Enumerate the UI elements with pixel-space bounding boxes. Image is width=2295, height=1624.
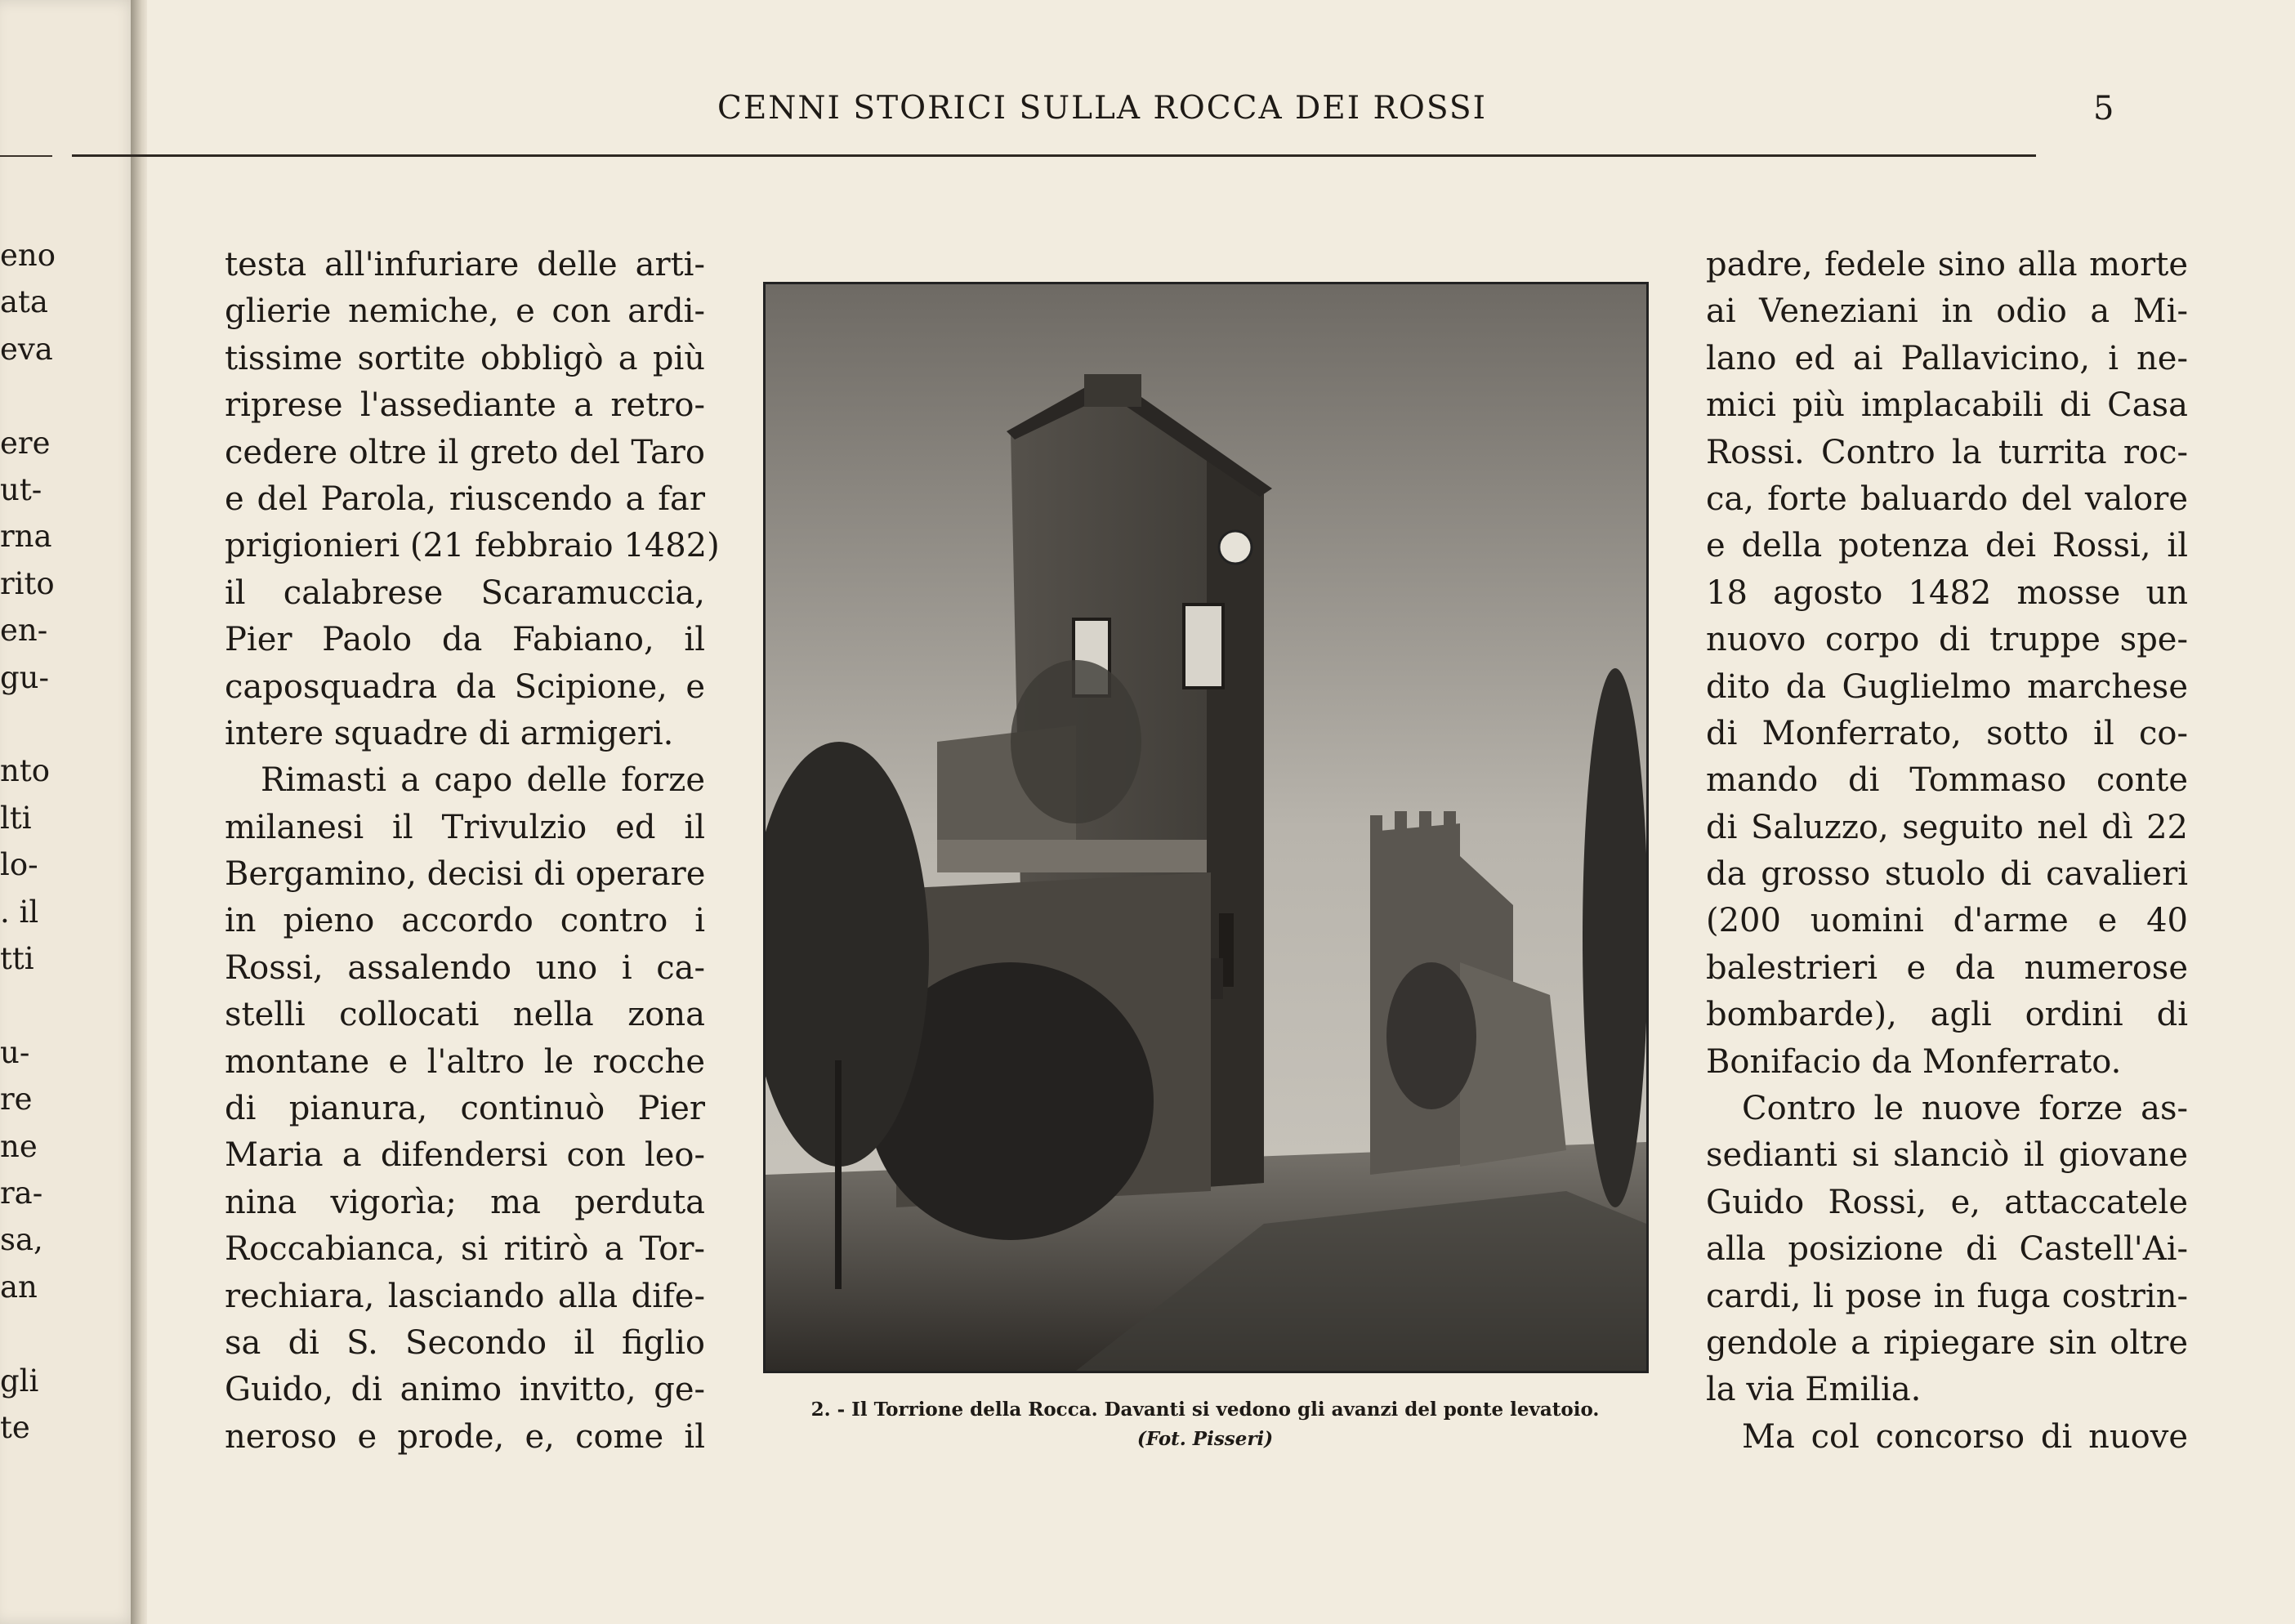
text-line: e della potenza dei Rossi, il (1706, 527, 2188, 565)
text-line: prigionieri (21 febbraio 1482) (225, 527, 720, 565)
text-line: di pianura, continuò Pier (225, 1090, 705, 1128)
text-line: gendole a ripiegare sin oltre (1706, 1323, 2188, 1362)
previous-page-fragment: ut- (0, 472, 42, 507)
previous-page-fragment: rna (0, 519, 52, 555)
text-line: ca, forte baluardo del valore (1706, 480, 2188, 518)
text-line: bombarde), agli ordini di (1706, 996, 2188, 1034)
text-line: di Monferrato, sotto il co- (1706, 714, 2188, 752)
previous-page-edge (0, 0, 137, 1624)
previous-page-fragment: ata (0, 284, 48, 320)
text-line: Rossi, assalendo uno i ca- (225, 948, 705, 987)
text-line: ai Veneziani in odio a Mi- (1706, 292, 2188, 331)
text-column-left (225, 242, 720, 1461)
text-line: glierie nemiche, e con ardi- (225, 292, 705, 331)
text-line: lano ed ai Pallavicino, i ne- (1706, 339, 2188, 377)
text-line: Rossi. Contro la turrita roc- (1706, 433, 2188, 471)
text-line: Bergamino, decisi di operare (225, 855, 706, 894)
text-line: il calabrese Scaramuccia, (225, 573, 705, 612)
text-line: 18 agosto 1482 mosse un (1706, 573, 2188, 612)
previous-page-fragment: eva (0, 331, 53, 367)
previous-page-fragment: ere (0, 425, 51, 461)
tower-photograph (763, 282, 1649, 1373)
text-line: alla posizione di Castell'Ai- (1706, 1230, 2188, 1269)
previous-page-fragment: gli (0, 1363, 39, 1399)
previous-page-fragment: gu- (0, 659, 50, 695)
previous-page-fragment: an (0, 1269, 38, 1305)
text-line: Rimasti a capo delle forze (261, 761, 705, 800)
text-line: e del Parola, riuscendo a far (225, 480, 705, 518)
text-line: stelli collocati nella zona (225, 996, 705, 1034)
previous-page-fragment: lti (0, 800, 32, 836)
previous-page-fragment: sa, (0, 1222, 43, 1258)
text-line: Maria a difendersi con leo- (225, 1136, 705, 1175)
text-line: milanesi il Trivulzio ed il (225, 808, 705, 846)
text-line: di Saluzzo, seguito nel dì 22 (1706, 808, 2188, 846)
page-number: 5 (2093, 90, 2114, 127)
text-line: sedianti si slanciò il giovane (1706, 1136, 2188, 1175)
text-line: la via Emilia. (1706, 1371, 1922, 1409)
previous-page-fragment: rito (0, 565, 55, 601)
previous-page-fragment: ne (0, 1128, 38, 1164)
text-line: nuovo corpo di truppe spe- (1706, 621, 2188, 659)
text-line: intere squadre di armigeri. (225, 714, 674, 752)
text-line: Roccabianca, si ritirò a Tor- (225, 1230, 705, 1269)
text-line: Contro le nuove forze as- (1742, 1090, 2188, 1128)
previous-page-fragment: eno (0, 238, 56, 273)
text-line: caposquadra da Scipione, e (225, 667, 705, 706)
previous-page-fragment: . il (0, 894, 39, 930)
text-line: mando di Tommaso conte (1706, 761, 2188, 800)
text-line: neroso e prode, e, come il (225, 1417, 705, 1456)
photo-credit: (Fot. Pisseri) (1136, 1428, 1274, 1450)
text-line: Ma col concorso di nuove (1742, 1417, 2188, 1456)
running-title: CENNI STORICI SULLA ROCCA DEI ROSSI (717, 90, 1488, 127)
previous-page-fragment: ra- (0, 1176, 43, 1211)
text-line: Guido Rossi, e, attaccatele (1706, 1183, 2188, 1221)
text-line: rechiara, lasciando alla dife- (225, 1277, 705, 1315)
previous-page-fragment: en- (0, 613, 48, 649)
previous-page-fragment: te (0, 1410, 30, 1445)
text-line: (200 uomini d'arme e 40 (1706, 902, 2188, 940)
previous-page-fragment: lo- (0, 847, 38, 883)
caption-text: 2. - Il Torrione della Rocca. Davanti si vedono gli avanzi del ponte levatoio. (810, 1399, 1600, 1421)
previous-page-fragment: u- (0, 1034, 30, 1070)
text-line: da grosso stuolo di cavalieri (1706, 855, 2188, 894)
figure-caption (752, 1395, 1659, 1454)
previous-page-fragment: tti (0, 941, 34, 976)
text-line: sa di S. Secondo il figlio (225, 1323, 705, 1362)
text-line: padre, fedele sino alla morte (1706, 246, 2188, 283)
text-line: Guido, di animo invitto, ge- (225, 1371, 705, 1409)
text-line: mici più implacabili di Casa (1706, 386, 2188, 425)
text-line: testa all'infuriare delle arti- (225, 246, 705, 283)
text-line: Bonifacio da Monferrato. (1706, 1042, 2122, 1081)
previous-page-fragment: re (0, 1082, 33, 1118)
text-line: nina vigorìa; ma perduta (225, 1183, 705, 1221)
text-line: riprese l'assediante a retro- (225, 386, 705, 425)
text-line: balestrieri e da numerose (1706, 948, 2188, 987)
book-gutter (131, 0, 149, 1624)
text-line: dito da Guglielmo marchese (1706, 667, 2188, 706)
header-rule (72, 154, 2036, 157)
running-header (72, 86, 2186, 135)
text-line: cardi, li pose in fuga costrin- (1706, 1277, 2188, 1315)
tower-photo-illustration (766, 284, 1646, 1371)
text-line: montane e l'altro le rocche (225, 1042, 705, 1081)
text-line: in pieno accordo contro i (225, 902, 705, 940)
previous-page-fragment: nto (0, 753, 50, 789)
text-line: tissime sortite obbligò a più (225, 339, 705, 377)
previous-page-header-rule (0, 155, 52, 157)
text-line: Pier Paolo da Fabiano, il (225, 621, 705, 659)
text-line: cedere oltre il greto del Taro (225, 433, 705, 471)
text-column-right (1706, 242, 2188, 1461)
